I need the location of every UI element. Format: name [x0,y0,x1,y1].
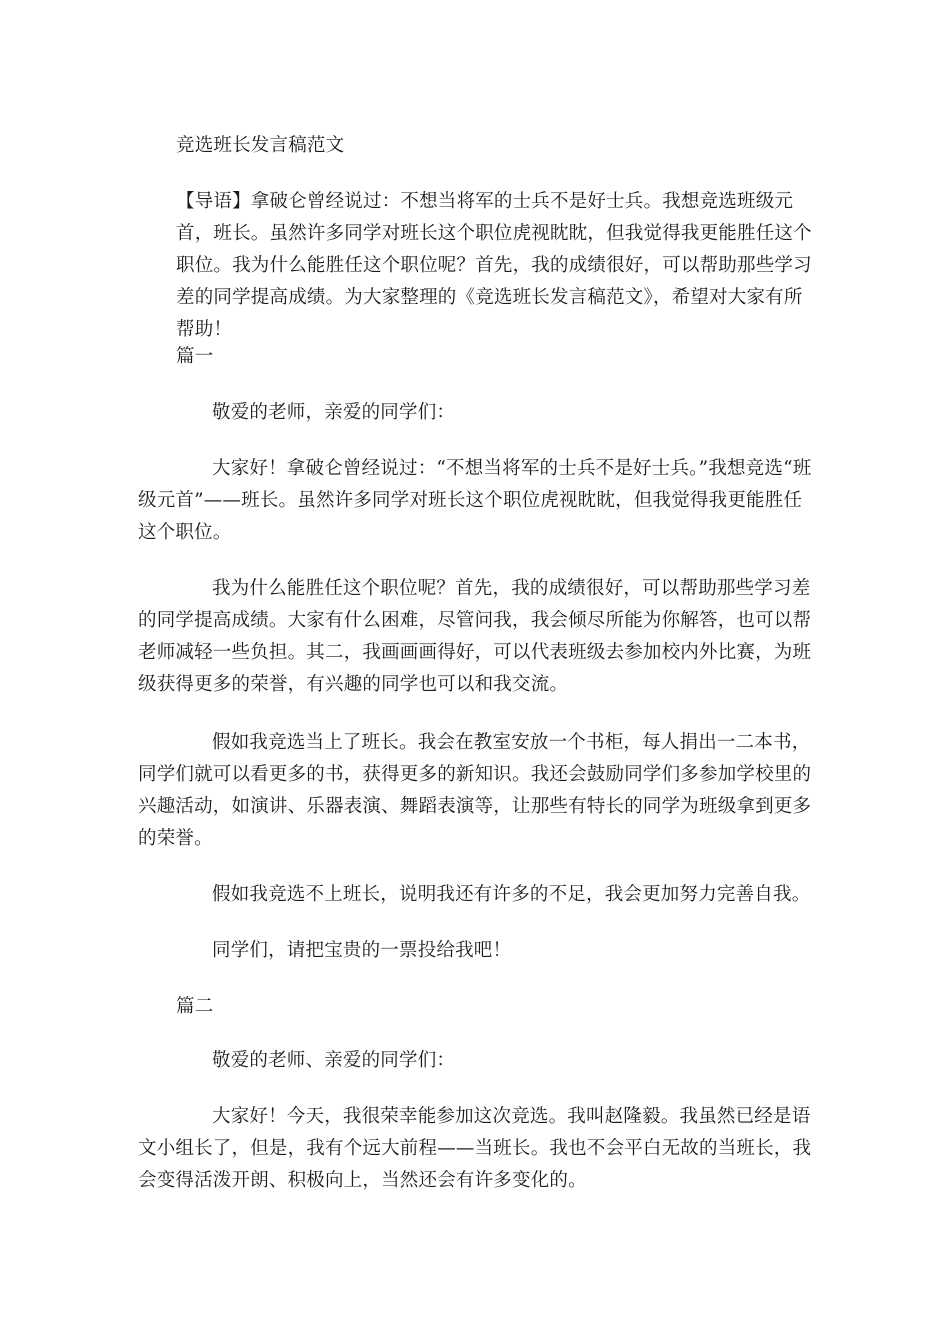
section2-paragraph-1: 大家好！今天，我很荣幸能参加这次竞选。我叫赵隆毅。我虽然已经是语文小组长了，但是，我有个远大前程——当班长。我也不会平白无故的当班长，我会变得活泼开朗、积极向上，当然还会有许多变化的。 [138,1106,812,1191]
section1-paragraph-3: 假如我竞选当上了班长。我会在教室安放一个书柜，每人捐出一二本书，同学们就可以看更多的书，获得更多的新知识。我还会鼓励同学们多参加学校里的兴趣活动，如演讲、乐器表演、舞蹈表演等，让那些有特长的同学为班级拿到更多的荣誉。 [138,732,812,849]
section1-heading: 篇一 [176,346,214,367]
section1-paragraph-4: 假如我竞选不上班长，说明我还有许多的不足，我会更加努力完善自我。 [212,884,811,905]
section1-greeting: 敬爱的老师，亲爱的同学们： [212,402,456,423]
section1-paragraph-1: 大家好！拿破仑曾经说过：“不想当将军的士兵不是好士兵。”我想竞选“班级元首”——班长。虽然许多同学对班长这个职位虎视眈眈，但我觉得我更能胜任这个职位。 [138,458,812,543]
section2-greeting: 敬爱的老师、亲爱的同学们： [212,1050,456,1071]
section1-paragraph-5: 同学们，请把宝贵的一票投给我吧！ [212,940,512,961]
document-title: 竞选班长发言稿范文 [176,135,345,156]
intro-paragraph: 【导语】拿破仑曾经说过：不想当将军的士兵不是好士兵。我想竞选班级元首，班长。虽然许多同学对班长这个职位虎视眈眈，但我觉得我更能胜任这个职位。我为什么能胜任这个职位呢？首先，我的成绩很好，可以帮助那些学习差的同学提高成绩。为大家整理的《竞选班长发言稿范文》，希望对大家有所帮助！ [176,191,812,340]
section1-paragraph-2: 我为什么能胜任这个职位呢？首先，我的成绩很好，可以帮助那些学习差的同学提高成绩。大家有什么困难，尽管问我，我会倾尽所能为你解答，也可以帮老师减轻一些负担。其二，我画画画得好，可以代表班级去参加校内外比赛，为班级获得更多的荣誉，有兴趣的同学也可以和我交流。 [138,578,812,695]
section2-heading: 篇二 [176,996,214,1017]
